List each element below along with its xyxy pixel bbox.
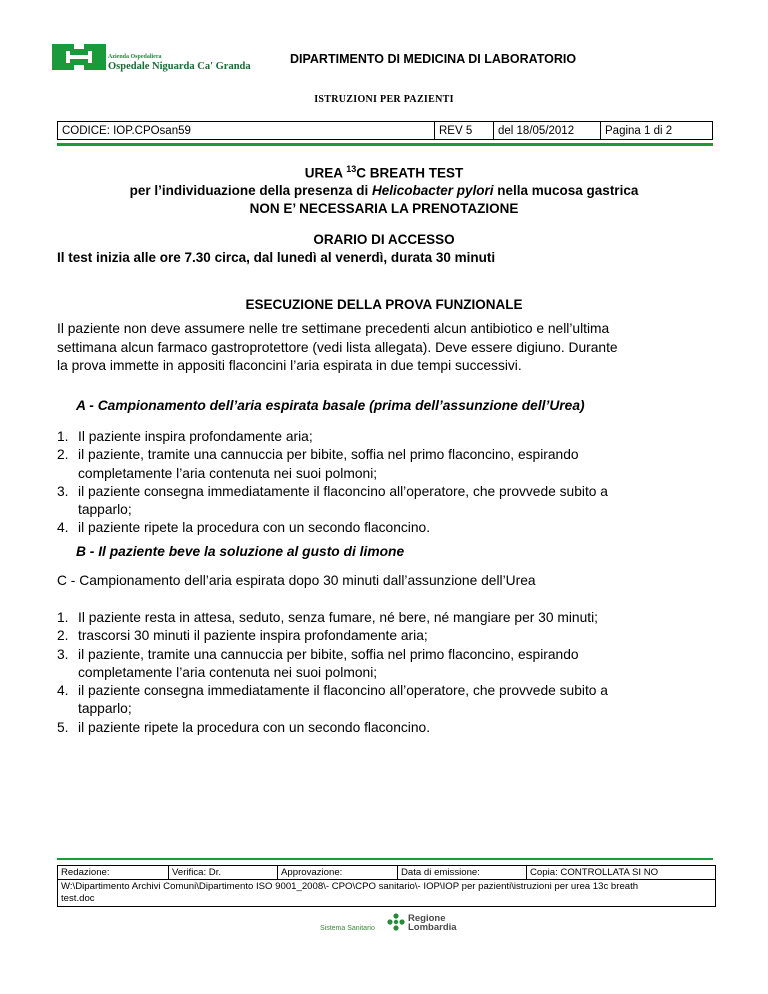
footer-verifica: Verifica: Dr. xyxy=(169,866,278,880)
lombardia-label: Lombardia xyxy=(408,922,457,933)
section-a-heading: A - Campionamento dell’aria espirata basale (prima dell’assunzione dell’Urea) xyxy=(76,398,585,413)
list-item: 3. il paziente consegna immediatamente il flaconcino all’operatore, che provvede subito a tapparlo; xyxy=(57,483,608,518)
document-date: del 18/05/2012 xyxy=(494,122,601,140)
page-number: Pagina 1 di 2 xyxy=(601,122,713,140)
reservation-note: NON E’ NECESSARIA LA PRENOTAZIONE xyxy=(249,201,519,216)
document-code: CODICE: IOP.CPOsan59 xyxy=(58,122,435,140)
footer-redazione: Redazione: xyxy=(58,866,169,880)
footer-divider xyxy=(57,858,713,860)
header-divider xyxy=(57,143,713,146)
footer-file-path: W:\Dipartimento Archivi Comuni\Dipartimento ISO 9001_2008\- CPO\CPO sanitario\- IOP\IOP per pazienti\istruzioni per urea 13c breath test.doc xyxy=(58,880,716,907)
list-item: 3. il paziente, tramite una cannuccia per bibite, soffia nel primo flaconcino, espirando completamente l’aria contenuta nei suoi polmoni; xyxy=(57,646,579,680)
document-info-table xyxy=(57,121,713,140)
list-item: 5. il paziente ripete la procedura con un secondo flaconcino. xyxy=(57,719,431,735)
regione-lombardia-logo-icon xyxy=(386,912,406,932)
test-subtitle: per l’individuazione della presenza di Helicobacter pylori nella mucosa gastrica xyxy=(129,183,639,198)
list-item: 4. il paziente consegna immediatamente il flaconcino all’operatore, che provvede subito a tapparlo; xyxy=(57,683,608,717)
section-a-steps xyxy=(57,428,717,538)
section-b-heading: B - Il paziente beve la soluzione al gusto di limone xyxy=(76,544,405,559)
orario-text: Il test inizia alle ore 7.30 circa, dal lunedì al venerdì, durata 30 minuti xyxy=(57,250,496,265)
document-revision: REV 5 xyxy=(435,122,494,140)
list-item: 2. trascorsi 30 minuti il paziente inspira profondamente aria; xyxy=(57,628,428,644)
hospital-logo-name: Ospedale Niguarda Ca' Granda xyxy=(108,61,251,72)
footer-table xyxy=(57,865,716,907)
footer-copia: Copia: CONTROLLATA SI NO xyxy=(527,866,716,880)
sistema-sanitario-label: Sistema Sanitario xyxy=(320,925,375,932)
section-c-steps xyxy=(57,609,717,737)
esecuzione-intro: Il paziente non deve assumere nelle tre settimane precedenti alcun antibiotico e nell’ultima settimana alcun farmaco gastroprotettore (vedi lista allegata). Deve essere digiuno. Durante la prova immette in appositi flaconcini l’aria espirata in due tempi successivi. xyxy=(57,321,618,373)
section-c-heading: C - Campionamento dell’aria espirata dopo 30 minuti dall’assunzione dell’Urea xyxy=(57,573,536,588)
list-item: 1. Il paziente resta in attesa, seduto, senza fumare, né bere, né mangiare per 30 minuti; xyxy=(57,610,598,625)
orario-heading: ORARIO DI ACCESSO xyxy=(313,232,455,247)
regione-label: Regione xyxy=(408,913,446,924)
hospital-logo-icon xyxy=(52,44,106,70)
department-title: DIPARTIMENTO DI MEDICINA DI LABORATORIO xyxy=(290,52,577,66)
footer-emissione: Data di emissione: xyxy=(398,866,527,880)
list-item: 2. il paziente, tramite una cannuccia per bibite, soffia nel primo flaconcino, espirando completamente l’aria contenuta nei suoi polmoni; xyxy=(57,447,579,481)
isotope-superscript: 13 xyxy=(346,164,357,174)
document-type: ISTRUZIONI PER PAZIENTI xyxy=(314,94,454,105)
test-title: UREA $^{13}$C BREATH TEST xyxy=(304,164,464,181)
hospital-logo-small-text: Azienda Ospedaliera xyxy=(108,54,162,60)
footer-approvazione: Approvazione: xyxy=(278,866,398,880)
list-item: 4. il paziente ripete la procedura con un secondo flaconcino. xyxy=(57,520,431,536)
esecuzione-heading: ESECUZIONE DELLA PROVA FUNZIONALE xyxy=(245,297,523,312)
list-item: 1. Il paziente inspira profondamente aria; xyxy=(57,429,313,444)
